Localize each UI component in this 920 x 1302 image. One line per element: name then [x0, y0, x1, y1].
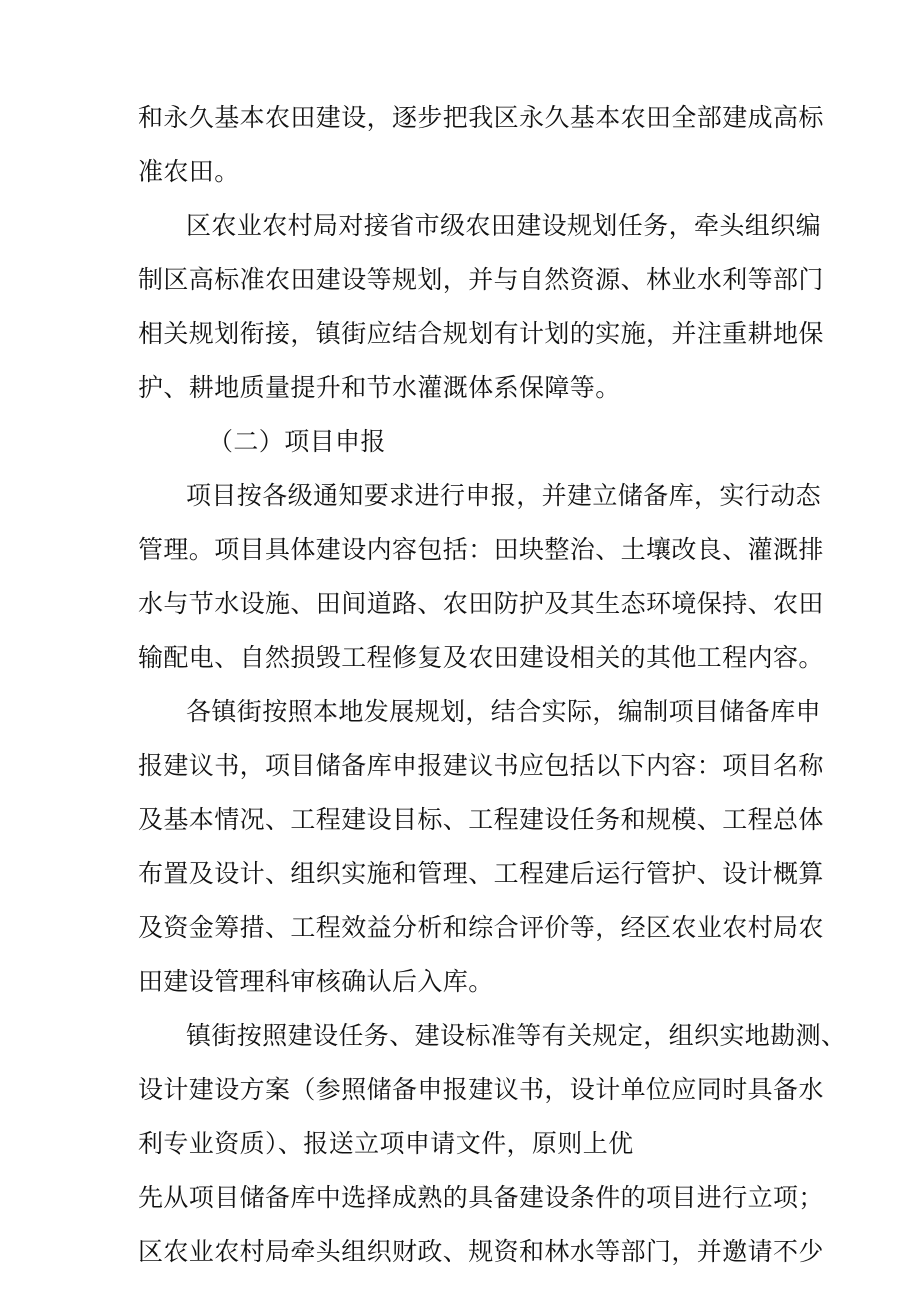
paragraph-line: 准农田。 — [138, 157, 240, 186]
paragraph-line: 利专业资质）、报送立项申请文件，原则上优 — [138, 1129, 634, 1158]
paragraph-line: 制区高标准农田建设等规划，并与自然资源、林业水利等部门 — [138, 265, 824, 294]
paragraph-line: 管理。项目具体建设内容包括：田块整治、土壤改良、灌溉排 — [138, 535, 824, 564]
paragraph-line: 水与节水设施、田间道路、农田防护及其生态环境保持、农田 — [138, 589, 824, 618]
paragraph-line: 各镇街按照本地发展规划，结合实际，编制项目储备库申 — [186, 697, 822, 726]
paragraph-line: 布置及设计、组织实施和管理、工程建后运行管护、设计概算 — [138, 859, 824, 888]
paragraph-line: 输配电、自然损毁工程修复及农田建设相关的其他工程内容。 — [138, 643, 824, 672]
paragraph-line: 护、耕地质量提升和节水灌溉体系保障等。 — [138, 373, 621, 402]
paragraph-line: 镇街按照建设任务、建设标准等有关规定，组织实地勘测、 — [186, 1021, 847, 1050]
section-heading: （二）项目申报 — [208, 427, 386, 456]
paragraph-line: 相关规划衔接，镇街应结合规划有计划的实施，并注重耕地保 — [138, 319, 824, 348]
paragraph-line: 报建议书，项目储备库申报建议书应包括以下内容：项目名称 — [138, 751, 824, 780]
paragraph-line: 和永久基本农田建设，逐步把我区永久基本农田全部建成高标 — [138, 103, 824, 132]
paragraph-line: 区农业农村局牵头组织财政、规资和林水等部门，并邀请不少 — [138, 1237, 824, 1266]
paragraph-line: 田建设管理科审核确认后入库。 — [138, 967, 494, 996]
paragraph-line: 设计建设方案（参照储备申报建议书，设计单位应同时具备水 — [138, 1075, 824, 1104]
paragraph-line: 先从项目储备库中选择成熟的具备建设条件的项目进行立项； — [138, 1183, 824, 1212]
paragraph-line: 及资金筹措、工程效益分析和综合评价等，经区农业农村局农 — [138, 913, 824, 942]
paragraph-line: 及基本情况、工程建设目标、工程建设任务和规模、工程总体 — [138, 805, 824, 834]
paragraph-line: 项目按各级通知要求进行申报，并建立储备库，实行动态 — [186, 481, 822, 510]
paragraph-line: 区农业农村局对接省市级农田建设规划任务，牵头组织编 — [186, 211, 822, 240]
